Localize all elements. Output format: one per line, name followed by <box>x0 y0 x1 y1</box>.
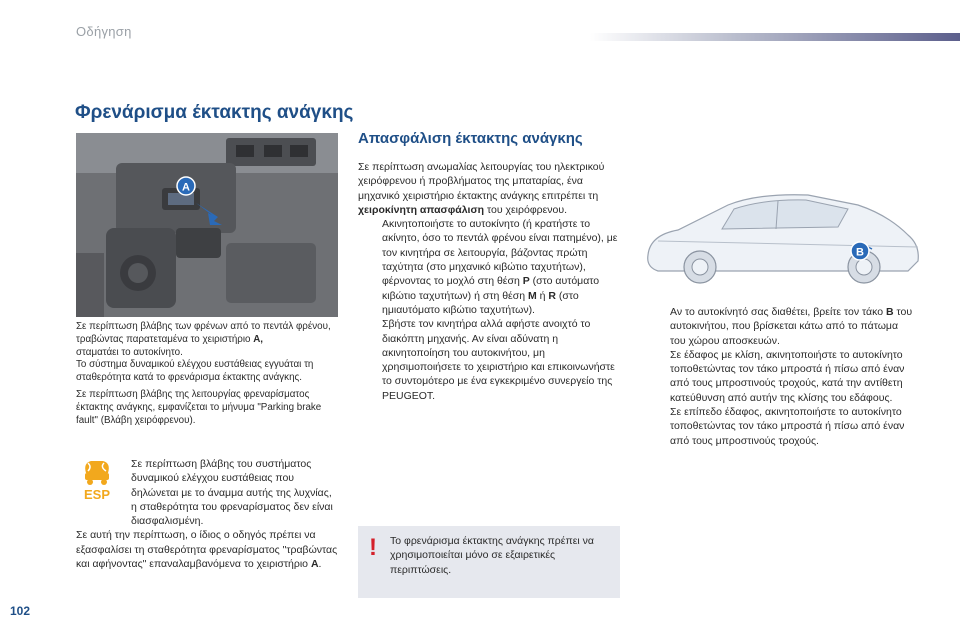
car-illustration <box>638 175 926 295</box>
esp-warning-text <box>76 457 338 571</box>
page-number: 102 <box>10 604 31 618</box>
subsection-title: Απασφάλιση έκτακτης ανάγκης <box>358 130 583 147</box>
bullet-item-3: Αν το αυτοκίνητό σας διαθέτει, βρείτε τον τάκο B του αυτοκινήτου, που βρίσκεται κάτω από το πάτωμα του χώρου αποσκευών. <box>670 306 913 347</box>
handbrake-photo <box>76 133 338 317</box>
caption-paragraph-2: Το σύστημα δυναμικού ελέγχου ευστάθειας εγγυάται τη σταθερότητα κατά το φρενάρισμα έκτακτης ανάγκης. <box>76 359 314 384</box>
bullet-item-4: Σε έδαφος με κλίση, ακινητοποιήστε το αυτοκίνητο τοποθετώντας τον τάκο μπροστά ή πίσω από έναν από τους μπροστινούς τροχούς, κατά την αντίθετη κατεύθυνση από αυτήν της κλίσης του εδάφους. <box>670 348 905 404</box>
bullet-item-1: Ακινητοποιήστε το αυτοκίνητο (ή κρατήστε το ακίνητο, όσο το πεντάλ φρένου είναι πατημένο), με τον κινητήρα σε λειτουργία, βάζοντας πρώτη ταχύτητα (στο μηχανικό κιβώτιο ταχυτήτων), φέρνοντας το μοχλό στη θέση P (στο αυτόματο κιβώτιο ταχυτήτων) ή στη θέση M ή R (στο ημιαυτόματο κιβώτιο ταχυτήτων). <box>382 218 618 316</box>
esp-paragraph-2: Σε αυτή την περίπτωση, ο ίδιος ο οδηγός πρέπει να εξασφαλίσει τη σταθερότητα φρεναρίσματος "τραβώντας και αφήνοντας" επαναλαμβανόμενα το χειριστήριο A. <box>76 529 338 571</box>
wheel-chock-text <box>646 305 916 448</box>
exclamation-icon: ! <box>369 534 377 561</box>
car-marker-b: B <box>856 246 864 259</box>
esp-paragraph-1: Σε περίπτωση βλάβης του συστήματος δυναμικού ελέγχου ευστάθειας που δηλώνεται με το άναμμα αυτής της λυχνίας, η σταθερότητα του φρεναρίσματος δεν είναι διασφαλισμένη. <box>131 458 333 528</box>
esp-icon-label: ESP <box>83 487 111 502</box>
caption-paragraph-1: Σε περίπτωση βλάβης των φρένων από το πεντάλ φρένου, τραβώντας παρατεταμένα το χειριστήριο A, σταματάει το αυτοκίνητο. <box>76 321 331 358</box>
emergency-release-text <box>358 160 620 403</box>
caption-paragraph-3: Σε περίπτωση βλάβης της λειτουργίας φρεναρίσματος έκτακτης ανάγκης, εμφανίζεται το μήνυμα "Parking brake fault" (Βλάβη χειρόφρενου). <box>76 388 322 426</box>
flat-ground-paragraph: Σε επίπεδο έδαφος, ακινητοποιήστε το αυτοκίνητο τοποθετώντας τον τάκο μπροστά ή πίσω από έναν από τους μπροστινούς τροχούς. <box>670 406 905 447</box>
photo-marker-a: A <box>182 181 190 194</box>
section-title: Φρενάρισμα έκτακτης ανάγκης <box>75 102 354 123</box>
warning-note-text: Το φρενάρισμα έκτακτης ανάγκης πρέπει να χρησιμοποιείται μόνο σε εξαιρετικές περιπτώσεις. <box>390 535 594 576</box>
header-gradient-bar <box>590 33 960 41</box>
photo-caption <box>76 321 338 427</box>
emergency-release-intro: Σε περίπτωση ανωμαλίας λειτουργίας του ηλεκτρικού χειρόφρενου ή προβλήματος της μπαταρίας, ένα μηχανικό χειριστήριο έκτακτης ανάγκης επιτρέπει τη χειροκίνητη απασφάλιση του χειρόφρενου. <box>358 161 605 216</box>
bullet-item-2: Σβήστε τον κινητήρα αλλά αφήστε ανοιχτό το διακόπτη μηχανής. Αν είναι αδύνατη η ακινητοποίηση του αυτοκινήτου, μη χρησιμοποιήσετε το χειριστήριο και επικοινωνήστε το συντομότερο με ένα εγκεκριμένο συνεργείο της PEUGEOT. <box>382 318 615 402</box>
header-title: Οδήγηση <box>76 24 132 39</box>
warning-note <box>358 526 620 598</box>
